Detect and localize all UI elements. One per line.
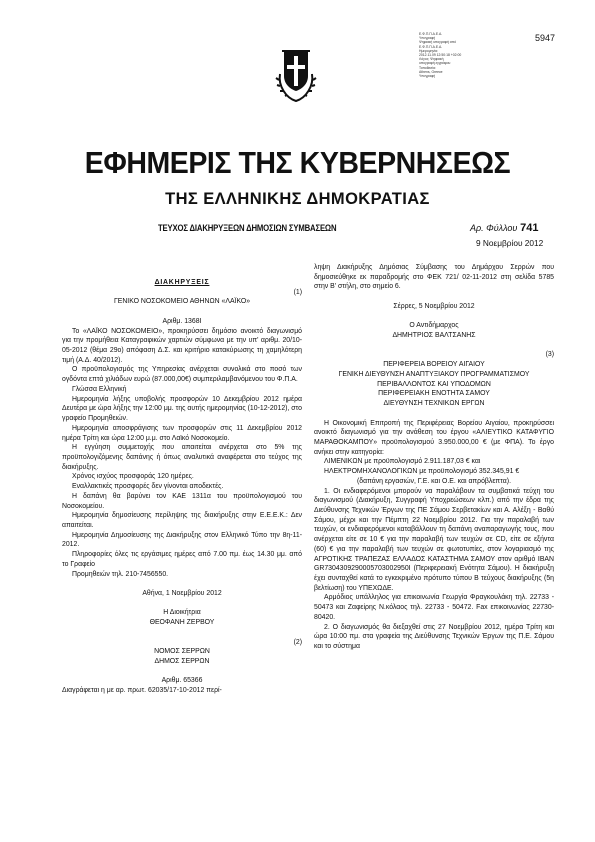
paragraph: (δαπάνη εργασιών, Γ.Ε. και Ο.Ε. και απρόβλεπτα). <box>356 477 511 485</box>
paragraph: Ημερομηνία δημοσίευσης περίληψης της διακήρυξης στην Ε.Ε.Ε.Κ.: Δεν απαιτείται. <box>62 512 302 529</box>
paragraph: Ημερομηνία αποσφράγισης των προσφορών στις 11 Δεκεμβρίου 2012 ημέρα Τρίτη και ώρα 12:00 μ.μ. στο Λαϊκό Νοσοκομείο. <box>62 424 302 442</box>
paragraph: Η Οικονομική Επιτροπή της Περιφέρειας Βορείου Αιγαίου, προκηρύσσει ανοικτό διαγωνισμό για την ανάθεση του έργου «ΑΛΙΕΥΤΙΚΟ ΚΑΤΑΦΥΓΙΟ ΜΑΡΑΘΟΚΑΜΠΟΥ» προϋπολογισμού 3.950.000,00 € (με ΦΠΑ). Το έργο ανήκει στην κατηγορία: <box>314 419 554 456</box>
stamp-line: Τοποθεσία: <box>419 65 436 70</box>
paragraph: ΘΕΟΦΑΝΗ ΖΕΡΒΟΥ <box>149 619 215 627</box>
issue-date: 9 Νοεμβρίου 2012 <box>476 238 544 248</box>
paragraph: ΠΕΡΙΦΕΡΕΙΑ ΒΟΡΕΙΟΥ ΑΙΓΑΙΟΥ <box>383 361 485 369</box>
paragraph <box>314 341 554 351</box>
paragraph: Προμηθειών τηλ. 210-7456550. <box>72 570 169 578</box>
paragraph <box>62 307 302 317</box>
paragraph: ΛΙΜΕΝΙΚΩΝ με προϋπολογισμό 2.911.187,03 € και <box>324 458 481 466</box>
paragraph: ΔΙΑΚΗΡΥΞΕΙΣ <box>154 279 210 286</box>
paragraph: ΓΕΝΙΚΗ ΔΙΕΥΘΥΝΣΗ ΑΝΑΠΤΥΞΙΑΚΟΥ ΠΡΟΓΡΑΜΜΑΤΙΣΜΟΥ <box>338 370 530 378</box>
paragraph: Αριθμ. 65366 <box>161 677 203 685</box>
paragraph: 1. Οι ενδιαφερόμενοι μπορούν να παραλάβουν τα συμβατικά τεύχη του διαγωνισμού (Διακήρυξη, Συγγραφή Υποχρεώσεων κλπ.) από την έδρα της Διεύθυνσης Τεχνικών Έργων της ΠΕ Σάμου Σερβετακίων και Α. Αλέξη - Βαθύ Σάμου, μέχρι και την Πέμπτη 22 Νοεμβρίου 2012. Για την παραλαβή των τευχών, οι ενδιαφερόμενοι καταβάλλουν τη δαπάνη αναπαραγωγής τους, που ανέρχεται είτε σε 10 € για την παραλαβή των τευχών σε CD, είτε σε εξήντα (60) € για την παραλαβή των τευχών σε φωτοτυπίες, στον λογαριασμό της ΑΓΡΟΤΙΚΗΣ ΤΡΑΠΕΖΑΣ ΕΛΛΑΔΟΣ ΚΑΤΑΣΤΗΜΑ ΣΑΜΟΥ στον αριθμό IBAN GR7304309290005703002950Ι (Περιφερειακή Ενότητα Σάμου). Η διακήρυξη έχει συνταχθεί κατά το εγκεκριμένο πρότυπο τύπου Β τεύχους διακήρυξης (5η βελτίωση) του ΥΠΕΧΩΔΕ. <box>314 487 554 592</box>
sheet-number-block <box>470 222 538 234</box>
paragraph <box>314 409 554 419</box>
sheet-label: Αρ. Φύλλου <box>470 223 518 233</box>
stamp-line: Ημερομηνία: <box>419 48 438 53</box>
stamp-line: υπογραφή εγγράφου <box>419 61 451 66</box>
left-column <box>62 278 302 696</box>
stamp-line: Athens, Greece <box>419 69 443 74</box>
stamp-line: Λόγος: Ψηφιακή <box>419 57 444 62</box>
paragraph: Διαγράφεται η με αρ. πρωτ. 62035/17-10-2012 περί- <box>62 687 222 695</box>
stamp-line: Ψηφιακή υπογραφή από <box>419 40 456 45</box>
stamp-line: Υπογραφή <box>419 36 436 41</box>
stamp-line: Ε.Φ.Π.Π.Α.Ε.Α. <box>419 32 443 36</box>
gazette-subtitle: ΤΗΣ ΕΛΛΗΝΙΚΗΣ ΔΗΜΟΚΡΑΤΙΑΣ <box>165 190 430 208</box>
stamp-line: Ε.Φ.Π.Π.Α.Ε.Α. <box>419 44 443 49</box>
paragraph: Ημερομηνία λήξης υποβολής προσφορών 10 Δεκεμβρίου 2012 ημέρα Δευτέρα με ώρα λήξης την 12:00 μμ. της αυτής ημερομηνίας (10-12-2012), στο γραφείο Προμηθειών. <box>62 395 302 423</box>
paragraph: ΓΕΝΙΚΟ ΝΟΣΟΚΟΜΕΙΟ ΑΘΗΝΩΝ «ΛΑΪΚΟ» <box>113 298 251 306</box>
paragraph: Ο Αντιδήμαρχος <box>409 322 459 330</box>
paragraph: ΔΗΜΗΤΡΙΟΣ ΒΑΛΤΣΑΝΗΣ <box>392 332 476 340</box>
page-number: 5947 <box>534 33 555 43</box>
paragraph: Ημερομηνία Δημοσίευσης της Διακήρυξης στον Ελληνικό Τύπο την 8η-11-2012. <box>62 531 302 549</box>
right-column <box>314 263 554 652</box>
digital-signature-stamp <box>419 32 479 78</box>
paragraph <box>62 628 302 638</box>
paragraph: (2) <box>293 638 302 646</box>
stamp-line: 2012.11.09 12:50:18 +02:00 <box>419 53 462 58</box>
paragraph: Χρόνος ισχύος προσφοράς 120 ημέρες. <box>72 473 194 481</box>
paragraph: ΠΕΡΙΒΑΛΛΟΝΤΟΣ ΚΑΙ ΥΠΟΔΟΜΩΝ <box>377 380 491 388</box>
gazette-title: ΕΦΗΜΕΡΙΣ ΤΗΣ ΚΥΒΕΡΝΗΣΕΩΣ <box>84 145 511 180</box>
paragraph: ΔΗΜΟΣ ΣΕΡΡΩΝ <box>154 658 210 666</box>
sheet-number: 741 <box>520 222 539 234</box>
paragraph <box>62 599 302 609</box>
paragraph: Πληροφορίες όλες τις εργάσιμες ημέρες από 7.00 πμ. έως 14.30 μμ. από το Γραφείο <box>62 551 302 568</box>
paragraph: Αθήνα, 1 Νοεμβρίου 2012 <box>142 590 222 597</box>
paragraph: Αρμόδιος υπάλληλος για επικοινωνία Γεωργία Φραγκουλάκη τηλ. 22733 - 50473 και Ζαφείρης Ν.κόλαος τηλ. 22733 - 50472. Fax επικοινωνίας 22730-80420. <box>314 594 554 621</box>
paragraph: Ο προϋπολογισμός της Υπηρεσίας ανέρχεται συνολικά στο ποσό των ογδόντα επτά χιλιάδων ευρώ (87.000,00€) συμπεριλαμβανόμενου του Φ.Π.Α. <box>62 366 302 384</box>
paragraph: Η δαπάνη θα βαρύνει τον ΚΑΕ 1311α του προϋπολογισμού του Νοσοκομείου. <box>62 492 302 510</box>
paragraph: Η εγγύηση συμμετοχής που απαιτείται ανέρχεται στο 5% της προϋπολογιζόμενης δαπάνης ή όπως αναλυτικά αναφέρεται στο τεύχος της διακήρυξης. <box>62 444 302 471</box>
paragraph: Εναλλακτικές προσφορές δεν γίνονται αποδεκτές. <box>72 483 224 491</box>
paragraph: Αριθμ. 1368Ι <box>162 317 202 325</box>
paragraph: Σέρρες, 5 Νοεμβρίου 2012 <box>393 302 475 310</box>
paragraph <box>62 667 302 677</box>
paragraph: ΗΛΕΚΤΡΟΜΗΧΑΝΟΛΟΓΙΚΩΝ με προϋπολογισμό 352.345,91 € <box>324 468 520 476</box>
paragraph <box>62 579 302 589</box>
paragraph: ΝΟΜΟΣ ΣΕΡΡΩΝ <box>154 648 210 656</box>
paragraph: ΔΙΕΥΘΥΝΣΗ ΤΕΧΝΙΚΩΝ ΕΡΓΩΝ <box>383 400 485 408</box>
paragraph: Το «ΛΑΪΚΟ ΝΟΣΟΚΟΜΕΙΟ», προκηρύσσει δημόσιο ανοικτό διαγωνισμό για την προμήθεια Καταγραφικών χαρτιών σύμφωνα με την υπ' αριθμ. 20/10-05-2012 (θέμα 29ο) απόφαση Δ.Σ. και κριτήριο κατακύρωσης τη χαμηλότερη τιμή (Α.Δ. 40/2012). <box>62 327 302 364</box>
paragraph <box>314 292 554 302</box>
issue-series: ΤΕΥΧΟΣ ΔΙΑΚΗΡΥΞΕΩΝ ΔΗΜΟΣΙΩΝ ΣΥΜΒΑΣΕΩΝ <box>158 223 337 233</box>
greek-coat-of-arms-icon <box>274 44 318 104</box>
paragraph <box>314 312 554 322</box>
paragraph: Η Διοικήτρια <box>163 609 201 617</box>
paragraph: ΠΕΡΙΦΕΡΕΙΑΚΗ ΕΝΟΤΗΤΑ ΣΑΜΟΥ <box>378 390 490 398</box>
paragraph: ληψη Διακήρυξης Δημόσιας Σύμβασης του Δημάρχου Σερρών που δημοσιεύθηκε εκ παραδρομής στο ΦΕΚ 721/ 02-11-2012 στη σελίδα 5785 στην Β' στήλη, στο σημείο 6. <box>314 264 554 291</box>
paragraph: Γλώσσα Ελληνική <box>72 385 127 393</box>
stamp-line: Υπογραφή <box>419 74 436 79</box>
paragraph: (3) <box>545 351 554 359</box>
paragraph: (1) <box>293 288 302 296</box>
paragraph: 2. Ο διαγωνισμός θα διεξαχθεί στις 27 Νοεμβρίου 2012, ημέρα Τρίτη και ώρα 10:00 πμ. στα γραφεία της Διεύθυνσης Τεχνικών Έργων της Π.Ε. Σάμου και το σύστημα <box>314 623 554 651</box>
